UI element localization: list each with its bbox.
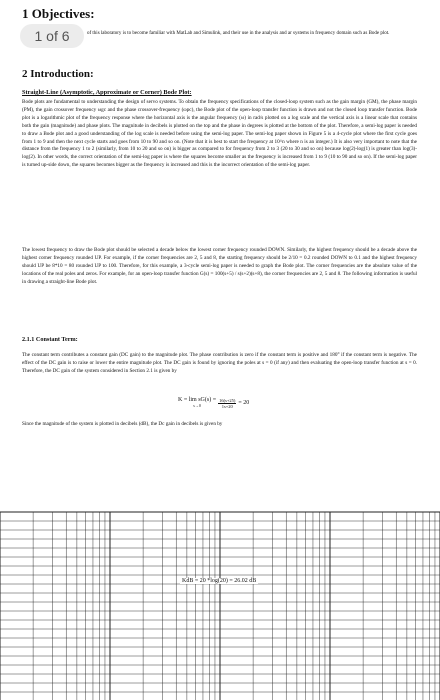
paragraph-constant-term: The constant term contributes a constant gain (DC gain) to the magnitude plot. The phase contribution is zero if the constant term is positive and 180° if the constant term is negative. The effect of the DC gain is to raise or lower the entire magnitude plot. The DC gain is found by ignoring the poles at s = 0 (if any) and then evaluating the open-loop transfer function at s = 0. Therefore, the DC gain of the system considered in Section 2.1 is given by: [22, 352, 417, 374]
equation-limit: s→0: [193, 403, 201, 408]
semilog-grid: [0, 492, 440, 700]
objectives-text: of this laboratory is to become familiar with MatLab and Simulink, and their use in the analysis and ar systems in frequency domain such as Bode plot.: [87, 31, 390, 36]
paragraph-bode-intro: Bode plots are fundamental to understanding the design of servo systems. To obtain the frequency specifications of the closed-loop system such as the gain margin (GM), the phase margin (PM), the gain crossover frequency ωgc and the phase crossover-frequency (ωpc), the Bode plot of the open-loop transfer function is drawn and not the closed loop transfer function. Bode plot is a logarithmic plot of the frequency response where the horizontal axis is the angular frequency (ω) in rad/s plotted on a log scale and the vertical axis is a linear scale that contains both the gain (magnitude) and phase plots. The magnitude in decibels is plotted on the top and the phase in degrees is plotted at the bottom of the plot. Therefore, a semi-log paper is needed to draw a Bode plot and a good understanding of the log scale is needed before using the semi-log paper. The semi-log paper shown in Figure 5 is a 4-cycle plot where the first cycle goes from 1 to 9 and then the next cycle starts and goes from 10 to 90 and so on. (Note that it is best to start the frequency at 10^n where n is an integer.) It is also very important to note that the distance from the frequency 1 to 2 (similarly, from 10 to 20 and so on) is bigger as compared to for frequency from 2 to 3 (20 to 30 and so on) because log(2)-log(1) is greater than log(3)-log(2). In other words, the correct orientation of the semi-log paper is where the squares become smaller as the frequency is increased from 1 to 9 (10 to 90 and so on). If the semi-log paper is turned up-side down, the squares becomes bigger as the frequency is increased and this is the incorrect orientation of the semi-log paper.: [22, 99, 417, 169]
equation-db-gain: KdB = 20 *log(20) = 26.02 dB: [182, 578, 257, 584]
heading-objectives: 1 Objectives:: [22, 6, 95, 21]
equation-fraction: [218, 398, 236, 409]
equation-numerator: 16(s+25): [219, 397, 236, 403]
page-indicator: 1 of 6: [20, 24, 84, 48]
equation-dc-gain: [178, 397, 249, 409]
paragraph-decibels: Since the magnitude of the system is plotted in decibels (dB), the Dc gain in decibels is given by: [22, 421, 223, 427]
equation-rhs: = 20: [238, 400, 250, 406]
equation-denominator: 1s+20: [221, 403, 233, 409]
heading-introduction: 2 Introduction:: [22, 68, 94, 80]
subsection-title: 2.1.1 Constant Term:: [22, 336, 78, 343]
paragraph-frequency-range: The lowest frequency to draw the Bode plot should be selected a decade below the lowest corner frequency rounded DOWN. Similarly, the highest frequency should be a decade above the highest corner frequency rounded UP. For example, if the corner frequencies are 2, 5 and 8, the starting frequency should be 2/10 = 0.2 rounded DOWN to 0.1 and the highest frequency should UP be 8*10 = 80 rounded UP to 100. Therefore, for this example, a 3-cycle semi-log paper is needed to graph the Bode plot. The corner frequencies are the absolute value of the locations of the real poles and zeros. For example, for an open-loop transfer function G(s) = 100(s+5) / s(s+2)(s+8), the corner frequencies are 2, 5 and 8. The following information is useful in drawing a straight-line Bode plot.: [22, 247, 417, 285]
section-title: Straight-Line (Asymptotic, Approximate or Corner) Bode Plot:: [22, 89, 192, 96]
equation-lhs: K = lim sG(s) =: [178, 397, 217, 403]
